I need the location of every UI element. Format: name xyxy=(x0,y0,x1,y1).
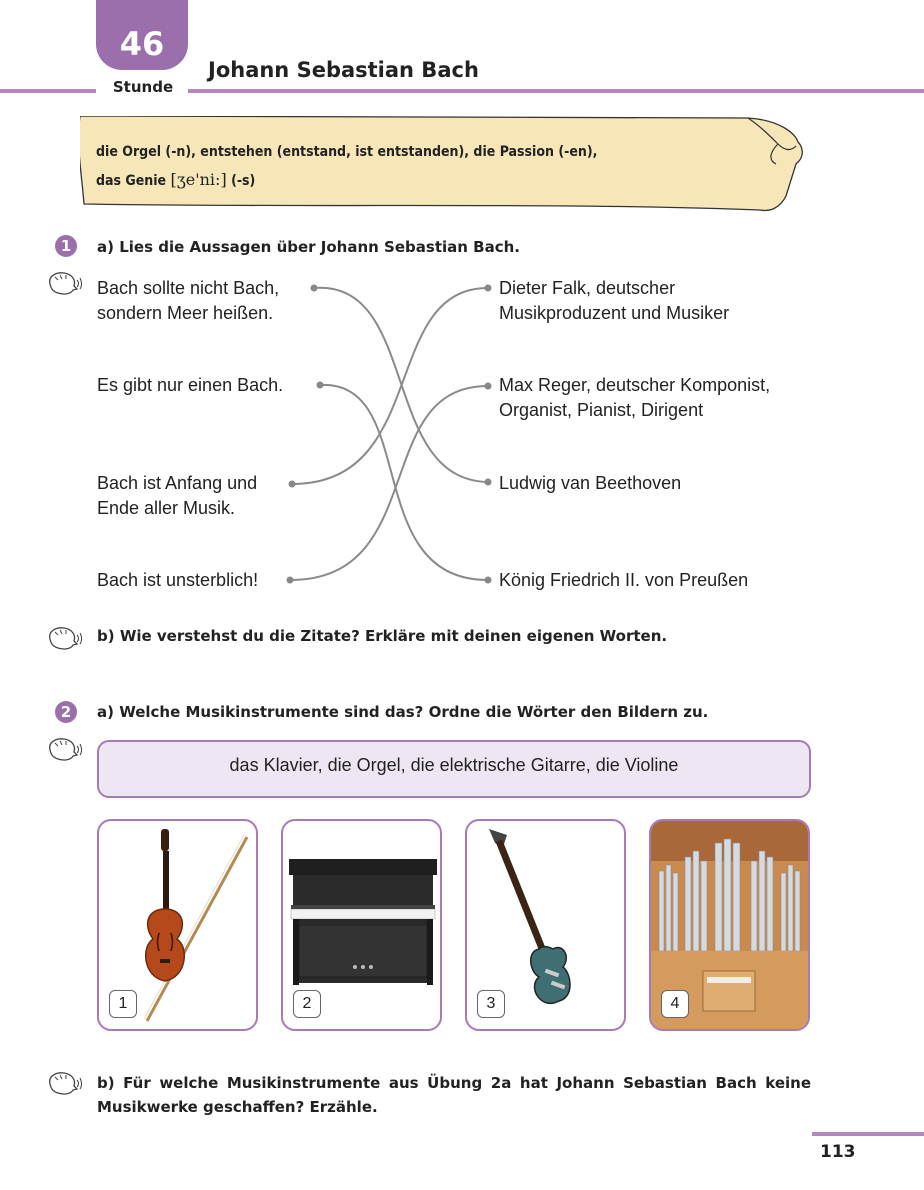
lesson-number: 46 xyxy=(119,25,165,63)
dot-left-2 xyxy=(317,382,324,389)
statement-1-line-1: Bach sollte nicht Bach, xyxy=(97,278,280,298)
word-box-text: das Klavier, die Orgel, die elektrische Gitarre, die Violine xyxy=(229,755,679,775)
author-2-line-2: Organist, Pianist, Dirigent xyxy=(499,400,704,420)
author-3 xyxy=(499,471,681,496)
statement-3-line-2: Ende aller Musik. xyxy=(97,498,236,518)
author-2 xyxy=(499,373,770,423)
footer-rule xyxy=(812,1132,924,1136)
exercise-2a-task: a) Welche Musikinstrumente sind das? Ordne die Wörter den Bildern zu. xyxy=(97,703,709,721)
statement-2-line-1: Es gibt nur einen Bach. xyxy=(97,375,284,395)
author-4 xyxy=(499,568,748,593)
statement-1 xyxy=(97,276,279,326)
dot-left-3 xyxy=(289,481,296,488)
speaking-icon xyxy=(46,736,82,762)
header-rule-left xyxy=(0,89,96,93)
author-3-line-1: Ludwig van Beethoven xyxy=(499,473,682,493)
statement-3-line-1: Bach ist Anfang und xyxy=(97,473,258,493)
picture-number-1: 1 xyxy=(109,990,137,1018)
vocab-plural: (-s) xyxy=(226,173,256,189)
statement-4-line-1: Bach ist unsterblich! xyxy=(97,570,259,590)
dot-right-3 xyxy=(485,479,492,486)
vocab-ipa: [ʒe'ni:] xyxy=(170,170,227,189)
picture-number-3: 3 xyxy=(477,990,505,1018)
statement-2 xyxy=(97,373,283,398)
picture-number-2: 2 xyxy=(293,990,321,1018)
page-number: 113 xyxy=(820,1142,856,1162)
author-4-line-1: König Friedrich II. von Preußen xyxy=(499,570,749,590)
statement-3 xyxy=(97,471,257,521)
statement-1-line-2: sondern Meer heißen. xyxy=(97,303,274,323)
author-2-line-1: Max Reger, deutscher Komponist, xyxy=(499,375,771,395)
picture-number-4: 4 xyxy=(661,990,689,1018)
page-title: Johann Sebastian Bach xyxy=(208,58,479,82)
exercise-1-number: 1 xyxy=(55,235,77,257)
dot-right-4 xyxy=(485,577,492,584)
speaking-icon xyxy=(46,1070,82,1096)
dot-right-1 xyxy=(485,285,492,292)
dot-right-2 xyxy=(485,383,492,390)
exercise-2-number: 2 xyxy=(55,701,77,723)
vocab-text xyxy=(96,139,786,195)
speaking-icon xyxy=(46,625,82,651)
author-1 xyxy=(499,276,729,326)
statement-4 xyxy=(97,568,258,593)
dot-left-1 xyxy=(311,285,318,292)
vocab-line-1: die Orgel (-n), entstehen (entstand, ist entstanden), die Passion (-en), xyxy=(96,144,598,160)
vocab-genie: das Genie xyxy=(96,173,171,189)
lesson-label: Stunde xyxy=(112,78,174,96)
dot-left-4 xyxy=(287,577,294,584)
author-1-line-2: Musikproduzent und Musiker xyxy=(499,303,730,323)
header-rule-right xyxy=(188,89,924,93)
exercise-2b-task: b) Für welche Musikinstrumente aus Übung 2a hat Johann Sebastian Bach keine Musikwerke geschaffen? Erzähle. xyxy=(97,1074,811,1116)
exercise-1b-task: b) Wie verstehst du die Zitate? Erkläre mit deinen eigenen Worten. xyxy=(97,627,668,645)
author-1-line-1: Dieter Falk, deutscher xyxy=(499,278,676,298)
exercise-1a-task: a) Lies die Aussagen über Johann Sebastian Bach. xyxy=(97,238,520,256)
vocab-line-2 xyxy=(96,166,786,195)
